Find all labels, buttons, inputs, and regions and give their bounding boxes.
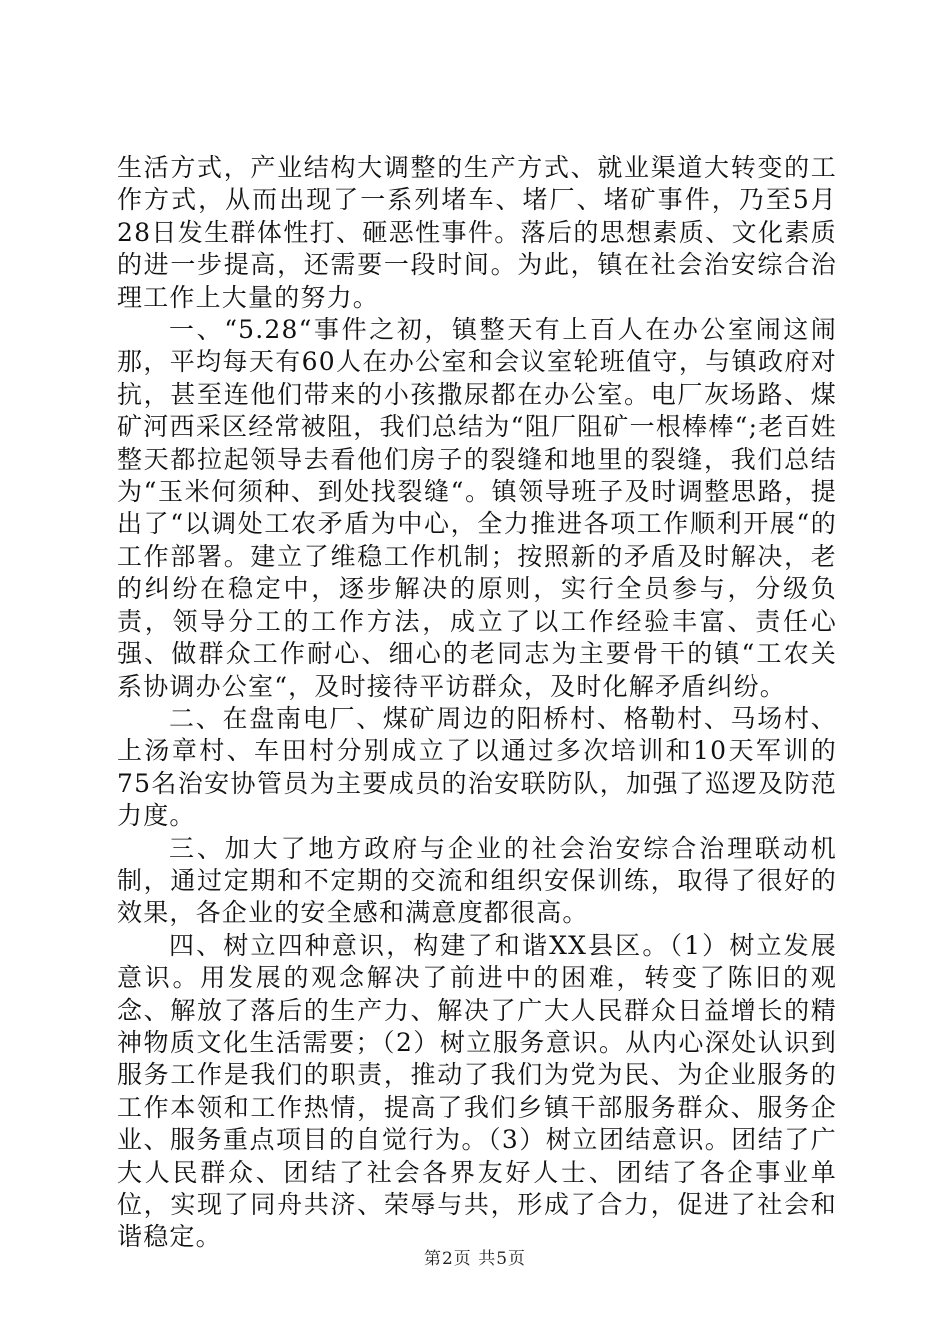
document-body (117, 152, 837, 1254)
paragraph-section-1: 一、“5.28“事件之初，镇整天有上百人在办公室闹这闹那，平均每天有60人在办公室和会议室轮班值守，与镇政府对抗，甚至连他们带来的小孩撒尿都在办公室。电厂灰场路、煤矿河西采区经常被阻，我们总结为“阻厂阻矿一根棒棒“;老百姓整天都拉起领导去看他们房子的裂缝和地里的裂缝，我们总结为“玉米何须种、到处找裂缝“。镇领导班子及时调整思路，提出了“以调处工农矛盾为中心，全力推进各项工作顺利开展“的工作部署。建立了维稳工作机制；按照新的矛盾及时解决，老的纠纷在稳定中，逐步解决的原则，实行全员参与，分级负责，领导分工的工作方法，成立了以工作经验丰富、责任心强、做群众工作耐心、细心的老同志为主要骨干的镇“工农关系协调办公室“，及时接待平访群众，及时化解矛盾纠纷。 (117, 315, 837, 701)
paragraph-section-3: 三、加大了地方政府与企业的社会治安综合治理联动机制，通过定期和不定期的交流和组织安保训练，取得了很好的效果，各企业的安全感和满意度都很高。 (117, 833, 837, 928)
page-number-footer: 第2页 共5页 (423, 1249, 527, 1269)
paragraph-continuation: 生活方式，产业结构大调整的生产方式、就业渠道大转变的工作方式，从而出现了一系列堵车、堵厂、堵矿事件，乃至5月28日发生群体性打、砸恶性事件。落后的思想素质、文化素质的进一步提高，还需要一段时间。为此，镇在社会治安综合治理工作上大量的努力。 (117, 153, 837, 312)
paragraph-section-4: 四、树立四种意识，构建了和谐XX县区。（1）树立发展意识。用发展的观念解决了前进中的困难，转变了陈旧的观念、解放了落后的生产力、解决了广大人民群众日益增长的精神物质文化生活需要；（2）树立服务意识。从内心深处认识到服务工作是我们的职责，推动了我们为党为民、为企业服务的工作本领和工作热情，提高了我们乡镇干部服务群众、服务企业、服务重点项目的自觉行为。（3）树立团结意识。团结了广大人民群众、团结了社会各界友好人士、团结了各企事业单位，实现了同舟共济、荣辱与共，形成了合力，促进了社会和谐稳定。 (117, 930, 837, 1252)
paragraph-section-2: 二、在盘南电厂、煤矿周边的阳桥村、格勒村、马场村、上汤章村、车田村分别成立了以通过多次培训和10天军训的75名治安协管员为主要成员的治安联防队，加强了巡逻及防范力度。 (117, 703, 837, 831)
